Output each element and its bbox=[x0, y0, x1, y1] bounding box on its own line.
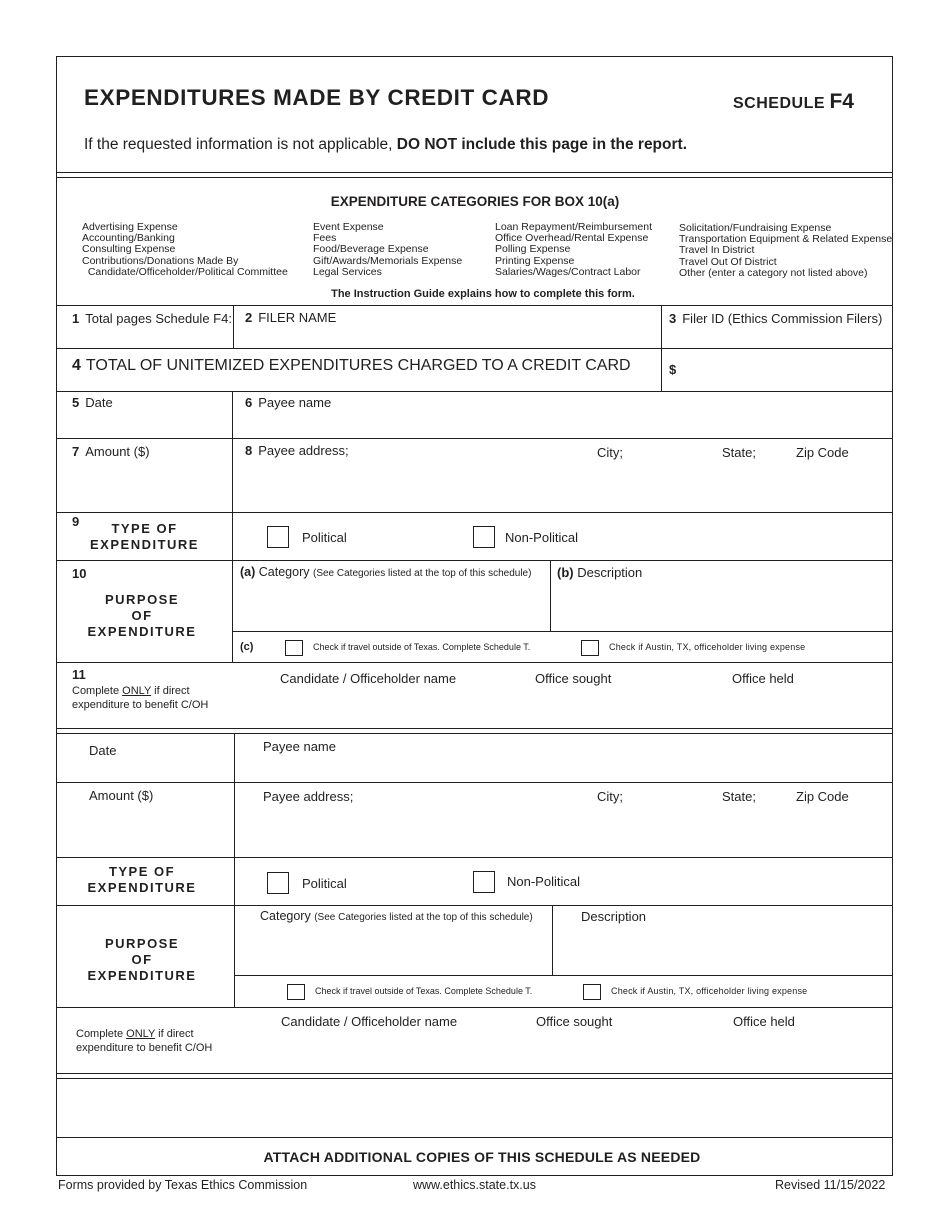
non-political-label-2: Non-Political bbox=[507, 874, 580, 889]
not-applicable-notice bbox=[84, 136, 687, 154]
category-field-2[interactable]: Category (See Categories listed at the top of this schedule) bbox=[260, 909, 533, 923]
political-label: Political bbox=[302, 530, 347, 545]
non-political-checkbox-2[interactable] bbox=[473, 871, 495, 893]
footer-provided-by: Forms provided by Texas Ethics Commission bbox=[58, 1178, 308, 1192]
categories-heading: EXPENDITURE CATEGORIES FOR BOX 10(a) bbox=[330, 194, 620, 209]
political-checkbox-2[interactable] bbox=[267, 872, 289, 894]
type-of-expenditure-label-2: TYPE OF EXPENDITURE bbox=[87, 864, 197, 895]
type-of-expenditure-label: TYPE OF EXPENDITURE bbox=[90, 521, 199, 552]
category-field[interactable]: (a) Category (See Categories listed at the top of this schedule) bbox=[240, 565, 532, 579]
payee-name-field[interactable]: 6 Payee name bbox=[245, 395, 332, 410]
city-field-2[interactable]: City; bbox=[597, 789, 623, 804]
city-field[interactable]: City; bbox=[597, 445, 623, 460]
complete-only-note-2: Complete ONLY if direct expenditure to benefit C/OH bbox=[76, 1028, 213, 1054]
notice-plain: If the requested information is not applicable, bbox=[84, 136, 397, 153]
benefit-num: 11 bbox=[72, 667, 86, 682]
filer-name-field[interactable]: 2 FILER NAME bbox=[245, 310, 337, 325]
candidate-name-field-2[interactable]: Candidate / Officeholder name bbox=[281, 1014, 458, 1029]
austin-living-expense-label-2: Check if Austin, TX, officeholder living expense bbox=[611, 986, 808, 996]
purpose-num: 10 bbox=[72, 566, 87, 581]
office-held-field[interactable]: Office held bbox=[732, 671, 794, 686]
category-col-1: Advertising Expense Accounting/Banking Consulting Expense Contributions/Donations Made By Candidate/Officeholder/Political Committee bbox=[82, 221, 288, 278]
total-unitemized-amount[interactable]: $ bbox=[669, 362, 677, 377]
instruction-guide-note: The Instruction Guide explains how to complete this form. bbox=[331, 288, 635, 300]
c-label: (c) bbox=[240, 641, 254, 653]
type-num: 9 bbox=[72, 514, 80, 529]
non-political-checkbox[interactable] bbox=[473, 526, 495, 548]
date-field-2[interactable]: Date bbox=[89, 743, 117, 758]
travel-outside-texas-label: Check if travel outside of Texas. Complete Schedule T. bbox=[313, 642, 531, 652]
amount-field[interactable]: 7 Amount ($) bbox=[72, 444, 150, 459]
form-title: EXPENDITURES MADE BY CREDIT CARD bbox=[84, 85, 550, 110]
austin-living-expense-checkbox[interactable] bbox=[581, 640, 599, 656]
amount-field-2[interactable]: Amount ($) bbox=[89, 788, 154, 803]
austin-living-expense-checkbox-2[interactable] bbox=[583, 984, 601, 1000]
schedule-word: SCHEDULE bbox=[733, 95, 826, 112]
political-label-2: Political bbox=[302, 876, 347, 891]
payee-name-field-2[interactable]: Payee name bbox=[263, 739, 336, 754]
category-col-3: Loan Repayment/Reimbursement Office Overhead/Rental Expense Polling Expense Printing Expense Salaries/Wages/Contract Labor bbox=[495, 221, 652, 278]
state-field-2[interactable]: State; bbox=[722, 789, 756, 804]
zip-code-field[interactable]: Zip Code bbox=[796, 445, 849, 460]
schedule-label bbox=[733, 90, 854, 114]
political-checkbox[interactable] bbox=[267, 526, 289, 548]
candidate-name-field[interactable]: Candidate / Officeholder name bbox=[280, 671, 457, 686]
footer-website[interactable]: www.ethics.state.tx.us bbox=[413, 1178, 536, 1192]
travel-outside-texas-label-2: Check if travel outside of Texas. Complete Schedule T. bbox=[315, 986, 533, 996]
travel-outside-texas-checkbox[interactable] bbox=[285, 640, 303, 656]
filer-id-field[interactable]: 3 Filer ID (Ethics Commission Filers) bbox=[669, 311, 883, 326]
description-field-2[interactable]: Description bbox=[581, 909, 647, 924]
office-sought-field-2[interactable]: Office sought bbox=[536, 1014, 613, 1029]
travel-outside-texas-checkbox-2[interactable] bbox=[287, 984, 305, 1000]
non-political-label: Non-Political bbox=[505, 530, 578, 545]
zip-code-field-2[interactable]: Zip Code bbox=[796, 789, 849, 804]
office-sought-field[interactable]: Office sought bbox=[535, 671, 612, 686]
category-col-2: Event Expense Fees Food/Beverage Expense Gift/Awards/Memorials Expense Legal Services bbox=[313, 221, 463, 278]
purpose-of-expenditure-label-2: PURPOSE OF EXPENDITURE bbox=[87, 936, 197, 983]
schedule-code: F4 bbox=[829, 90, 854, 113]
state-field[interactable]: State; bbox=[722, 445, 756, 460]
austin-living-expense-label: Check if Austin, TX, officeholder living expense bbox=[609, 642, 806, 652]
notice-bold: DO NOT include this page in the report. bbox=[396, 136, 687, 153]
payee-address-field-2[interactable]: Payee address; bbox=[263, 789, 354, 804]
purpose-of-expenditure-label: PURPOSE OF EXPENDITURE bbox=[87, 592, 197, 639]
total-unitemized-label: 4 TOTAL OF UNITEMIZED EXPENDITURES CHARGED TO A CREDIT CARD bbox=[72, 357, 631, 374]
attach-copies-note: ATTACH ADDITIONAL COPIES OF THIS SCHEDULE AS NEEDED bbox=[263, 1149, 701, 1165]
payee-address-field[interactable]: 8 Payee address; bbox=[245, 443, 349, 458]
total-pages-field[interactable]: 1 Total pages Schedule F4: bbox=[72, 311, 232, 326]
footer-revised: Revised 11/15/2022 bbox=[775, 1178, 886, 1192]
complete-only-note: Complete ONLY if direct expenditure to benefit C/OH bbox=[72, 685, 209, 711]
category-col-4: Solicitation/Fundraising Expense Transportation Equipment & Related Expense Travel In District Travel Out Of District Other (enter a category not listed above) bbox=[679, 222, 893, 279]
description-field[interactable]: (b) Description bbox=[557, 565, 643, 580]
date-field[interactable]: 5 Date bbox=[72, 395, 113, 410]
office-held-field-2[interactable]: Office held bbox=[733, 1014, 795, 1029]
